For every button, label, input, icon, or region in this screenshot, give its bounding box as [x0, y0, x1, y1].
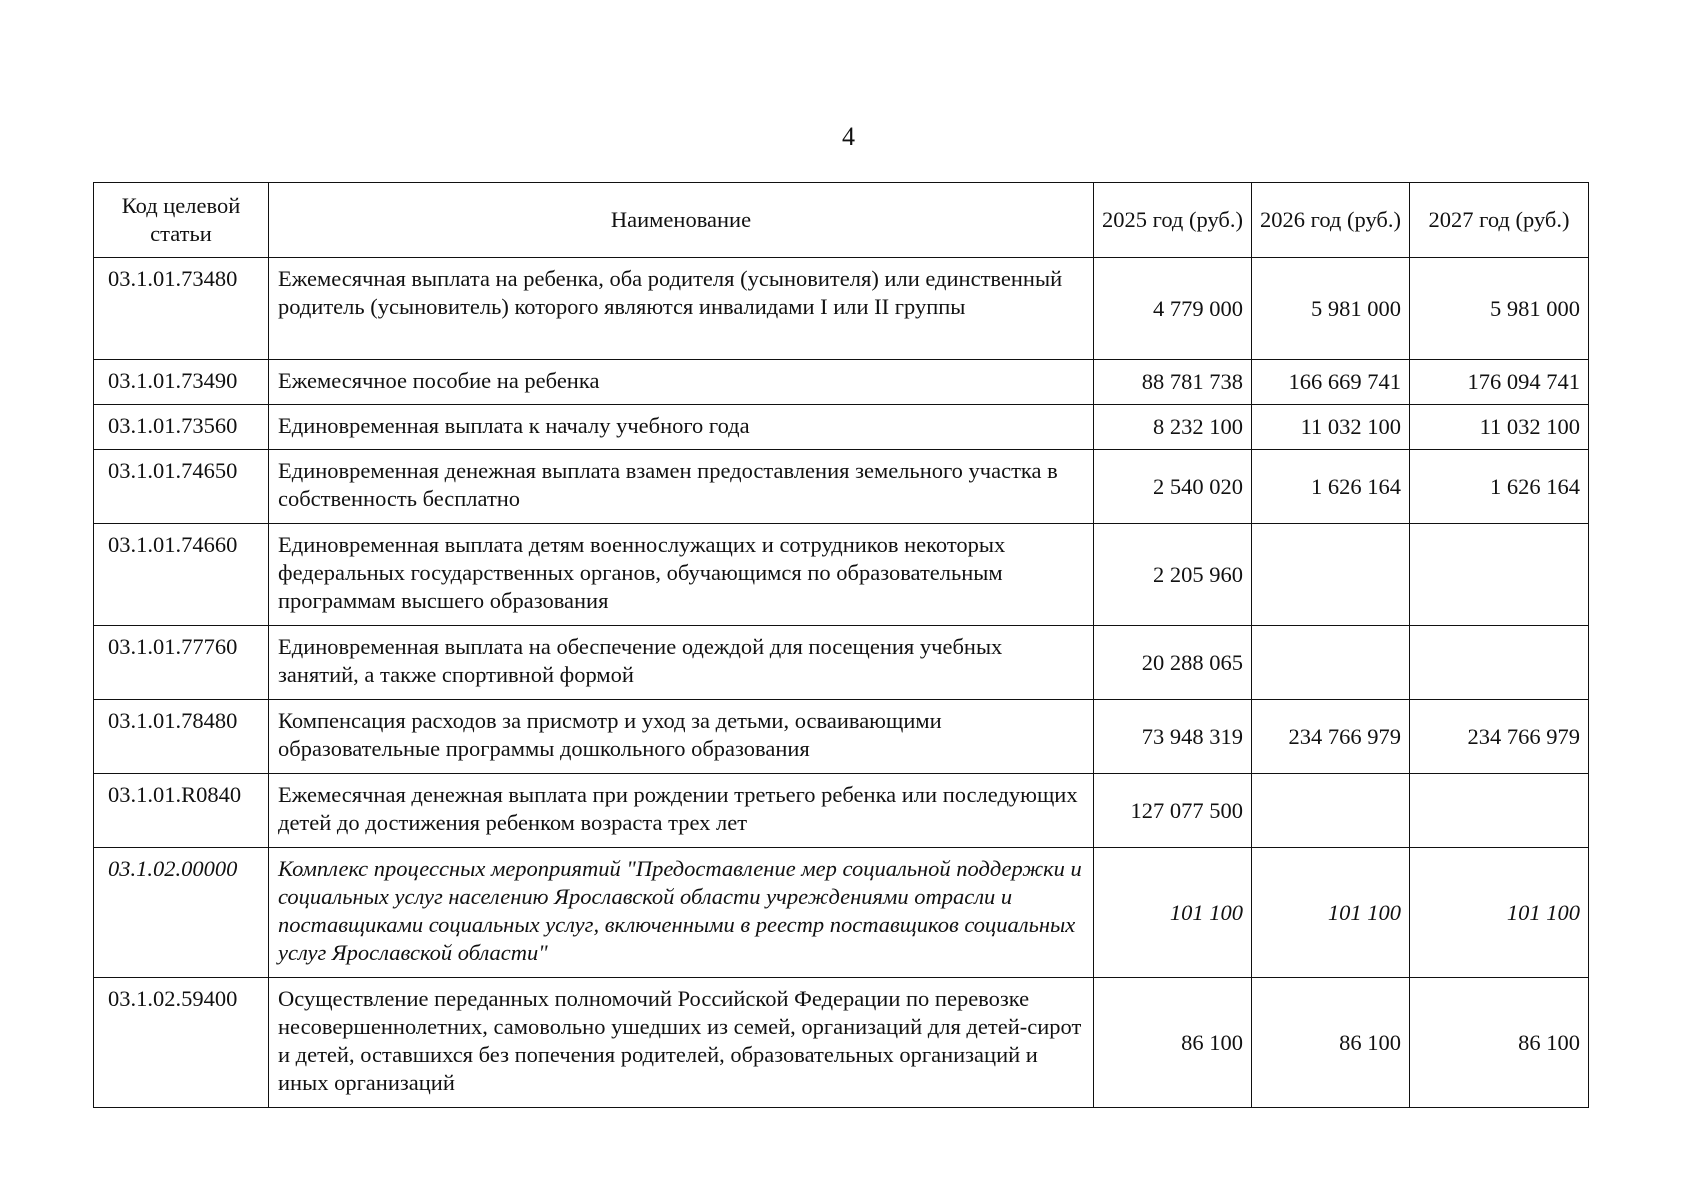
row-value-2027: 86 100 [1410, 978, 1589, 1108]
row-value-2027: 176 094 741 [1410, 360, 1589, 405]
row-value-2025: 20 288 065 [1094, 626, 1252, 700]
table-row [94, 848, 1589, 978]
header-2027: 2027 год (руб.) [1410, 183, 1589, 258]
row-value-2025: 73 948 319 [1094, 700, 1252, 774]
header-2025: 2025 год (руб.) [1094, 183, 1252, 258]
row-value-2025: 4 779 000 [1094, 258, 1252, 360]
page-number: 4 [842, 122, 855, 151]
row-value-2027 [1410, 626, 1589, 700]
row-value-2026: 86 100 [1252, 978, 1410, 1108]
row-name: Единовременная денежная выплата взамен предоставления земельного участка в собственность бесплатно [269, 450, 1094, 524]
row-name: Компенсация расходов за присмотр и уход за детьми, осваивающими образовательные программы дошкольного образования [269, 700, 1094, 774]
row-code: 03.1.01.74650 [94, 450, 269, 524]
row-value-2025: 101 100 [1094, 848, 1252, 978]
row-code: 03.1.01.77760 [94, 626, 269, 700]
row-code: 03.1.01.R0840 [94, 774, 269, 848]
table-row [94, 450, 1589, 524]
table-row [94, 524, 1589, 626]
row-name: Осуществление переданных полномочий Российской Федерации по перевозке несовершеннолетних, самовольно ушедших из семей, организаций для детей-сирот и детей, оставшихся без попечения родителей, образовательных организаций и иных организаций [269, 978, 1094, 1108]
row-value-2025: 2 540 020 [1094, 450, 1252, 524]
table-row [94, 405, 1589, 450]
table-row [94, 700, 1589, 774]
row-code: 03.1.01.74660 [94, 524, 269, 626]
header-code: Код целевой статьи [94, 183, 269, 258]
row-value-2026 [1252, 626, 1410, 700]
row-name: Единовременная выплата детям военнослужащих и сотрудников некоторых федеральных государственных органов, обучающимся по образовательным программам высшего образования [269, 524, 1094, 626]
header-name: Наименование [269, 183, 1094, 258]
row-value-2026 [1252, 774, 1410, 848]
table-header-row [94, 183, 1589, 258]
row-code: 03.1.01.73560 [94, 405, 269, 450]
row-name: Ежемесячная денежная выплата при рождении третьего ребенка или последующих детей до достижения ребенком возраста трех лет [269, 774, 1094, 848]
row-code: 03.1.02.59400 [94, 978, 269, 1108]
row-name: Единовременная выплата к началу учебного года [269, 405, 1094, 450]
row-value-2027: 1 626 164 [1410, 450, 1589, 524]
row-value-2025: 127 077 500 [1094, 774, 1252, 848]
row-value-2027: 234 766 979 [1410, 700, 1589, 774]
table-row [94, 774, 1589, 848]
header-2026: 2026 год (руб.) [1252, 183, 1410, 258]
row-value-2026: 166 669 741 [1252, 360, 1410, 405]
row-value-2027 [1410, 774, 1589, 848]
row-value-2026: 234 766 979 [1252, 700, 1410, 774]
row-value-2026 [1252, 524, 1410, 626]
row-code: 03.1.01.73480 [94, 258, 269, 360]
row-value-2026: 101 100 [1252, 848, 1410, 978]
row-value-2027: 11 032 100 [1410, 405, 1589, 450]
row-code: 03.1.01.73490 [94, 360, 269, 405]
row-code: 03.1.01.78480 [94, 700, 269, 774]
table-row [94, 626, 1589, 700]
row-value-2025: 86 100 [1094, 978, 1252, 1108]
row-value-2025: 2 205 960 [1094, 524, 1252, 626]
row-value-2027: 5 981 000 [1410, 258, 1589, 360]
budget-table [93, 182, 1589, 1108]
row-name: Ежемесячная выплата на ребенка, оба родителя (усыновителя) или единственный родитель (усыновитель) которого являются инвалидами I или II группы [269, 258, 1094, 360]
table-row [94, 258, 1589, 360]
row-value-2025: 8 232 100 [1094, 405, 1252, 450]
row-name: Единовременная выплата на обеспечение одеждой для посещения учебных занятий, а также спортивной формой [269, 626, 1094, 700]
row-value-2026: 11 032 100 [1252, 405, 1410, 450]
row-value-2025: 88 781 738 [1094, 360, 1252, 405]
row-value-2026: 1 626 164 [1252, 450, 1410, 524]
row-value-2026: 5 981 000 [1252, 258, 1410, 360]
row-name: Комплекс процессных мероприятий "Предоставление мер социальной поддержки и социальных услуг населению Ярославской области учреждениями отрасли и поставщиками социальных услуг, включенными в реестр поставщиков социальных услуг Ярославской области" [269, 848, 1094, 978]
row-name: Ежемесячное пособие на ребенка [269, 360, 1094, 405]
table-row [94, 978, 1589, 1108]
row-value-2027 [1410, 524, 1589, 626]
row-value-2027: 101 100 [1410, 848, 1589, 978]
row-code: 03.1.02.00000 [94, 848, 269, 978]
table-row [94, 360, 1589, 405]
